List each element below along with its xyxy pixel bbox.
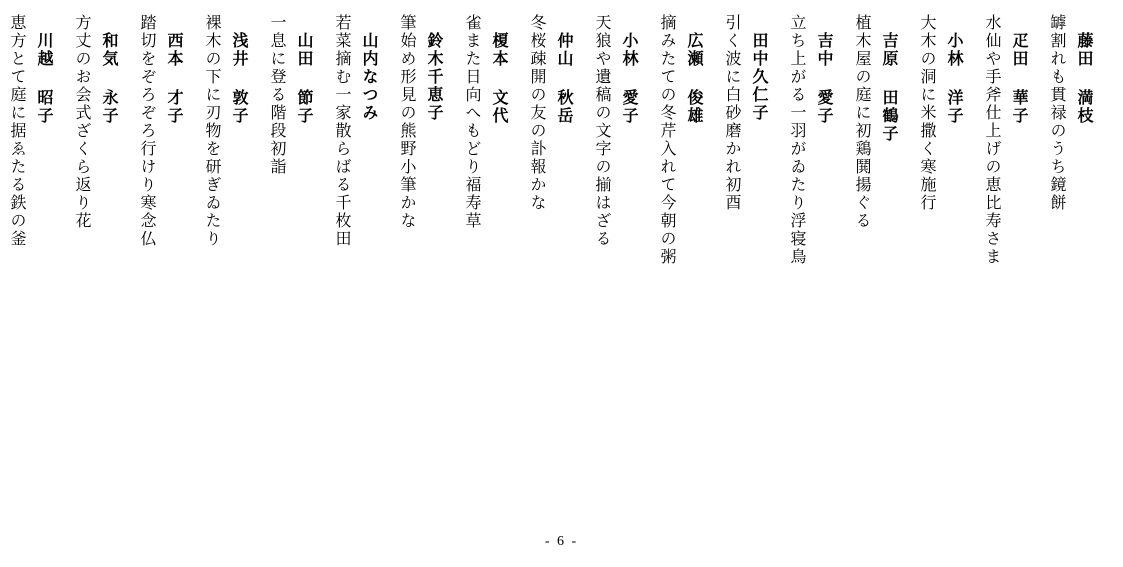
haiku-entry <box>528 14 573 212</box>
haiku-text: 裸木の下に刃物を研ぎゐたり <box>203 14 222 248</box>
poet-name: 田中久仁子 <box>750 32 769 122</box>
haiku-text: 天狼や遺稿の文字の揃はざる <box>593 14 612 248</box>
haiku-entry <box>658 14 703 266</box>
haiku-entry <box>268 14 313 176</box>
haiku-entry <box>853 14 898 230</box>
haiku-text: 一息に登る階段初詣 <box>268 14 287 176</box>
haiku-entry <box>983 14 1028 266</box>
haiku-text: 方丈のお会式ざくら返り花 <box>73 14 92 230</box>
haiku-entry <box>203 14 248 248</box>
haiku-entry <box>398 14 443 230</box>
page-number: - 6 - <box>544 534 579 549</box>
haiku-text: 大木の洞に米撒く寒施行 <box>918 14 937 212</box>
haiku-entry <box>8 14 53 248</box>
haiku-text: 水仙や手斧仕上げの恵比寿さま <box>983 14 1002 266</box>
poet-name: 小林 愛子 <box>620 32 639 125</box>
haiku-list <box>8 14 1093 514</box>
haiku-text: 引く波に白砂磨かれ初酉 <box>723 14 742 212</box>
poet-name: 西本 才子 <box>165 32 184 125</box>
poet-name: 吉原 田鶴子 <box>880 32 899 143</box>
poet-name: 川越 昭子 <box>35 32 54 125</box>
poet-name: 鈴木千恵子 <box>425 32 444 122</box>
haiku-text: 恵方とて庭に据ゑたる鉄の釜 <box>8 14 27 248</box>
haiku-text: 冬桜疎開の友の訃報かな <box>528 14 547 212</box>
poet-name: 浅井 敦子 <box>230 32 249 125</box>
haiku-entry <box>918 14 963 212</box>
haiku-entry <box>138 14 183 248</box>
poet-name: 吉中 愛子 <box>815 32 834 125</box>
poet-name: 藤田 満枝 <box>1075 32 1094 125</box>
haiku-text: 筆始め形見の熊野小筆かな <box>398 14 417 230</box>
haiku-entry <box>788 14 833 266</box>
poet-name: 広瀬 俊雄 <box>685 32 704 125</box>
poet-name: 山内なつみ <box>360 32 379 122</box>
poet-name: 和気 永子 <box>100 32 119 125</box>
haiku-entry <box>723 14 768 212</box>
haiku-text: 若菜摘む一家散らばる千枚田 <box>333 14 352 248</box>
haiku-entry <box>593 14 638 248</box>
poet-name: 榎本 文代 <box>490 32 509 125</box>
haiku-text: 立ち上がる一羽がゐたり浮寝鳥 <box>788 14 807 266</box>
haiku-entry <box>463 14 508 230</box>
haiku-entry <box>73 14 118 230</box>
haiku-text: 雀また日向へもどり福寿草 <box>463 14 482 230</box>
poet-name: 疋田 華子 <box>1010 32 1029 125</box>
haiku-text: 罅割れも貫禄のうち鏡餅 <box>1048 14 1067 212</box>
poet-name: 仲山 秋岳 <box>555 32 574 125</box>
haiku-text: 植木屋の庭に初鶏鬨揚ぐる <box>853 14 872 230</box>
haiku-text: 踏切をぞろぞろ行けり寒念仏 <box>138 14 157 248</box>
poet-name: 山田 節子 <box>295 32 314 125</box>
haiku-entry <box>333 14 378 248</box>
poet-name: 小林 洋子 <box>945 32 964 125</box>
haiku-text: 摘みたての冬芹入れて今朝の粥 <box>658 14 677 266</box>
haiku-entry <box>1048 14 1093 212</box>
